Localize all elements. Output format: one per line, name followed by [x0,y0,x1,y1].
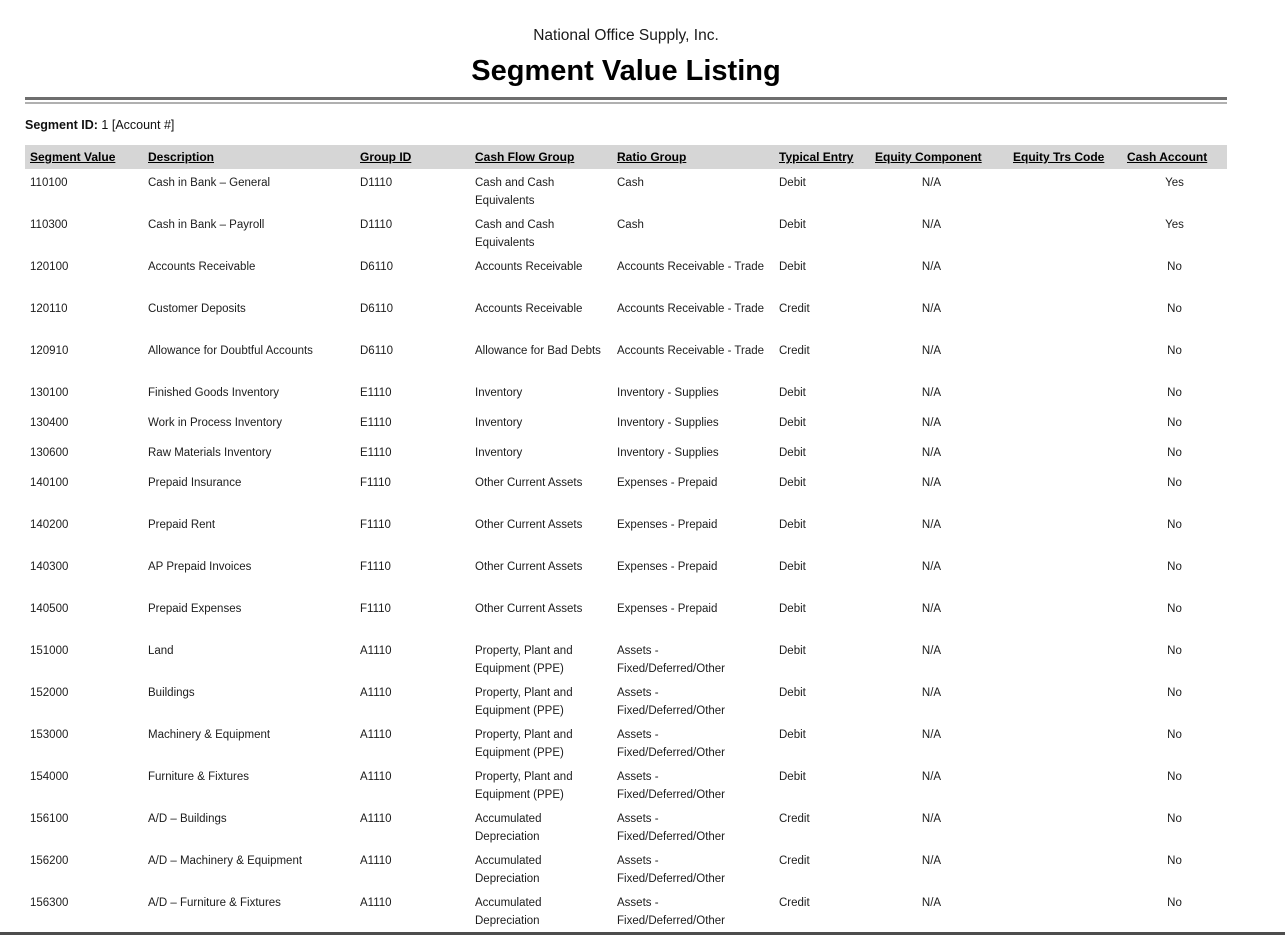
cell-equity-component: N/A [921,519,942,531]
cell-cash-account: No [1167,417,1182,429]
cell-segment-value: 140500 [30,603,69,615]
table-row [25,211,1227,253]
cell-typical-entry: Credit [779,855,810,867]
cell-description: Furniture & Fixtures [148,771,249,783]
cell-equity-component: N/A [921,729,942,741]
cell-description: Machinery & Equipment [148,729,271,741]
cell-ratio-group: Assets - Fixed/Deferred/Other [617,813,726,843]
cell-description: Cash in Bank – Payroll [148,219,265,231]
cell-cash-account: No [1167,897,1182,909]
table-row [25,805,1227,847]
cell-cash-account: Yes [1165,177,1184,189]
cell-ratio-group: Inventory - Supplies [617,447,719,459]
cell-cash-flow-group: Other Current Assets [475,477,583,489]
cell-group-id: D6110 [360,303,394,315]
cell-group-id: F1110 [360,477,391,489]
cell-typical-entry: Debit [779,519,806,531]
cell-description: Land [148,645,174,657]
page-bottom-rule [0,932,1285,935]
cell-segment-value: 151000 [30,645,69,657]
column-header: Equity Component [875,150,982,164]
cell-typical-entry: Debit [779,603,806,615]
cell-cash-flow-group: Accumulated Depreciation [475,813,542,843]
cell-segment-value: 152000 [30,687,69,699]
cell-group-id: A1110 [360,855,392,867]
cell-description: A/D – Furniture & Fixtures [148,897,281,909]
cell-cash-account: No [1167,345,1182,357]
report-content [25,0,1227,931]
table-row [25,889,1227,931]
cell-typical-entry: Credit [779,897,810,909]
cell-equity-trs-code [1008,847,1122,889]
cell-ratio-group: Accounts Receivable - Trade [617,303,765,315]
cell-segment-value: 130400 [30,417,69,429]
table-row [25,295,1227,337]
table-row [25,637,1227,679]
cell-ratio-group: Assets - Fixed/Deferred/Other [617,645,726,675]
cell-segment-value: 156100 [30,813,69,825]
cell-description: Customer Deposits [148,303,246,315]
cell-cash-flow-group: Other Current Assets [475,561,583,573]
cell-group-id: F1110 [360,519,391,531]
cell-group-id: D1110 [360,177,393,189]
cell-group-id: A1110 [360,645,392,657]
cell-typical-entry: Debit [779,687,806,699]
cell-group-id: A1110 [360,687,392,699]
cell-cash-flow-group: Accumulated Depreciation [475,897,542,927]
cell-cash-flow-group: Property, Plant and Equipment (PPE) [475,729,573,759]
cell-equity-component: N/A [921,177,942,189]
cell-equity-trs-code [1008,805,1122,847]
cell-cash-flow-group: Allowance for Bad Debts [475,345,601,357]
cell-ratio-group: Expenses - Prepaid [617,477,718,489]
cell-segment-value: 153000 [30,729,69,741]
cell-group-id: A1110 [360,729,392,741]
cell-cash-account: No [1167,447,1182,459]
cell-segment-value: 120910 [30,345,69,357]
cell-segment-value: 120100 [30,261,69,273]
cell-equity-component: N/A [921,417,942,429]
table-row [25,337,1227,379]
cell-cash-flow-group: Property, Plant and Equipment (PPE) [475,645,573,675]
cell-ratio-group: Accounts Receivable - Trade [617,345,765,357]
cell-equity-component: N/A [921,219,942,231]
cell-equity-trs-code [1008,679,1122,721]
cell-typical-entry: Debit [779,417,806,429]
cell-ratio-group: Accounts Receivable - Trade [617,261,765,273]
cell-equity-component: N/A [921,897,942,909]
cell-segment-value: 130100 [30,387,69,399]
cell-equity-component: N/A [921,771,942,783]
cell-typical-entry: Credit [779,345,810,357]
cell-equity-trs-code [1008,337,1122,379]
cell-group-id: E1110 [360,417,392,429]
cell-cash-account: No [1167,261,1182,273]
cell-segment-value: 154000 [30,771,69,783]
cell-cash-account: No [1167,303,1182,315]
cell-segment-value: 140100 [30,477,69,489]
cell-group-id: D1110 [360,219,393,231]
cell-equity-trs-code [1008,637,1122,679]
cell-cash-flow-group: Cash and Cash Equivalents [475,177,555,207]
cell-typical-entry: Debit [779,261,806,273]
column-header: Typical Entry [779,150,854,164]
cell-group-id: A1110 [360,771,392,783]
table-row [25,595,1227,637]
segment-id-label: Segment ID: [25,118,98,132]
cell-equity-component: N/A [921,477,942,489]
cell-equity-trs-code [1008,211,1122,253]
table-row [25,379,1227,409]
cell-segment-value: 156300 [30,897,69,909]
cell-cash-account: No [1167,813,1182,825]
header-divider [25,97,1227,104]
cell-equity-component: N/A [921,303,942,315]
cell-equity-trs-code [1008,379,1122,409]
cell-equity-trs-code [1008,409,1122,439]
cell-equity-trs-code [1008,169,1122,211]
cell-segment-value: 130600 [30,447,69,459]
cell-ratio-group: Cash [617,177,644,189]
cell-equity-component: N/A [921,645,942,657]
cell-equity-component: N/A [921,687,942,699]
table-row [25,169,1227,211]
cell-segment-value: 156200 [30,855,69,867]
cell-equity-trs-code [1008,889,1122,931]
cell-description: Raw Materials Inventory [148,447,272,459]
table-header-row [25,145,1227,169]
cell-cash-account: No [1167,561,1182,573]
cell-equity-component: N/A [921,813,942,825]
segment-id-value: 1 [Account #] [101,118,175,132]
cell-cash-flow-group: Accumulated Depreciation [475,855,542,885]
cell-group-id: E1110 [360,387,392,399]
cell-typical-entry: Credit [779,813,810,825]
column-header: Cash Flow Group [475,150,575,164]
table-row [25,439,1227,469]
table-row [25,763,1227,805]
cell-equity-component: N/A [921,387,942,399]
column-header: Ratio Group [617,150,687,164]
cell-group-id: F1110 [360,603,391,615]
cell-equity-component: N/A [921,345,942,357]
table-row [25,469,1227,511]
segment-value-table [25,145,1227,931]
table-row [25,679,1227,721]
cell-segment-value: 140200 [30,519,69,531]
company-name: National Office Supply, Inc. [533,27,719,44]
cell-typical-entry: Debit [779,177,806,189]
divider-light-line [25,102,1227,104]
table-row [25,409,1227,439]
cell-cash-flow-group: Other Current Assets [475,519,583,531]
column-header: Description [148,150,215,164]
cell-typical-entry: Debit [779,729,806,741]
cell-ratio-group: Assets - Fixed/Deferred/Other [617,897,726,927]
cell-cash-account: Yes [1165,219,1184,231]
cell-equity-trs-code [1008,721,1122,763]
table-row [25,721,1227,763]
cell-equity-component: N/A [921,561,942,573]
cell-cash-account: No [1167,477,1182,489]
cell-segment-value: 140300 [30,561,69,573]
cell-equity-trs-code [1008,553,1122,595]
page-title: Segment Value Listing [471,55,781,87]
cell-equity-trs-code [1008,763,1122,805]
cell-equity-trs-code [1008,253,1122,295]
cell-group-id: E1110 [360,447,392,459]
cell-ratio-group: Inventory - Supplies [617,417,719,429]
cell-cash-flow-group: Property, Plant and Equipment (PPE) [475,771,573,801]
cell-cash-account: No [1167,771,1182,783]
cell-ratio-group: Expenses - Prepaid [617,561,718,573]
cell-typical-entry: Debit [779,645,806,657]
cell-description: Work in Process Inventory [148,417,283,429]
cell-typical-entry: Credit [779,303,810,315]
cell-cash-flow-group: Inventory [475,447,523,459]
segment-id-line [25,117,1227,134]
table-row [25,553,1227,595]
cell-description: AP Prepaid Invoices [148,561,252,573]
cell-cash-account: No [1167,387,1182,399]
table-row [25,253,1227,295]
column-header: Segment Value [30,150,116,164]
cell-typical-entry: Debit [779,219,806,231]
cell-equity-trs-code [1008,295,1122,337]
cell-cash-account: No [1167,603,1182,615]
cell-cash-flow-group: Accounts Receivable [475,261,583,273]
cell-equity-component: N/A [921,261,942,273]
cell-ratio-group: Assets - Fixed/Deferred/Other [617,771,726,801]
cell-typical-entry: Debit [779,561,806,573]
cell-cash-flow-group: Other Current Assets [475,603,583,615]
cell-description: Prepaid Insurance [148,477,242,489]
cell-description: Prepaid Rent [148,519,216,531]
cell-cash-flow-group: Property, Plant and Equipment (PPE) [475,687,573,717]
cell-cash-account: No [1167,687,1182,699]
cell-description: Cash in Bank – General [148,177,271,189]
cell-group-id: F1110 [360,561,391,573]
cell-equity-component: N/A [921,603,942,615]
cell-ratio-group: Cash [617,219,644,231]
cell-ratio-group: Assets - Fixed/Deferred/Other [617,687,726,717]
column-header: Cash Account [1127,150,1208,164]
table-row [25,847,1227,889]
cell-equity-trs-code [1008,469,1122,511]
cell-typical-entry: Debit [779,447,806,459]
cell-description: A/D – Buildings [148,813,227,825]
cell-cash-flow-group: Inventory [475,417,523,429]
cell-typical-entry: Debit [779,387,806,399]
cell-equity-component: N/A [921,855,942,867]
cell-cash-account: No [1167,645,1182,657]
cell-cash-account: No [1167,855,1182,867]
cell-description: A/D – Machinery & Equipment [148,855,303,867]
column-header: Group ID [360,150,412,164]
cell-equity-trs-code [1008,595,1122,637]
cell-equity-trs-code [1008,439,1122,469]
cell-equity-component: N/A [921,447,942,459]
cell-description: Accounts Receivable [148,261,256,273]
cell-ratio-group: Expenses - Prepaid [617,519,718,531]
cell-group-id: A1110 [360,897,392,909]
cell-group-id: D6110 [360,345,394,357]
cell-cash-flow-group: Inventory [475,387,523,399]
cell-description: Finished Goods Inventory [148,387,280,399]
table-head [25,145,1227,169]
cell-ratio-group: Expenses - Prepaid [617,603,718,615]
column-header: Equity Trs Code [1013,150,1105,164]
cell-typical-entry: Debit [779,477,806,489]
cell-equity-trs-code [1008,511,1122,553]
cell-cash-account: No [1167,729,1182,741]
table-row [25,511,1227,553]
cell-cash-flow-group: Cash and Cash Equivalents [475,219,555,249]
cell-group-id: A1110 [360,813,392,825]
cell-ratio-group: Assets - Fixed/Deferred/Other [617,855,726,885]
table-body [25,169,1227,931]
cell-ratio-group: Inventory - Supplies [617,387,719,399]
cell-segment-value: 110300 [30,219,68,231]
cell-cash-flow-group: Accounts Receivable [475,303,583,315]
cell-description: Buildings [148,687,195,699]
cell-ratio-group: Assets - Fixed/Deferred/Other [617,729,726,759]
report-header [25,0,1227,89]
cell-typical-entry: Debit [779,771,806,783]
cell-group-id: D6110 [360,261,394,273]
cell-description: Allowance for Doubtful Accounts [148,345,313,357]
cell-description: Prepaid Expenses [148,603,242,615]
cell-segment-value: 120110 [30,303,68,315]
cell-cash-account: No [1167,519,1182,531]
cell-segment-value: 110100 [30,177,68,189]
